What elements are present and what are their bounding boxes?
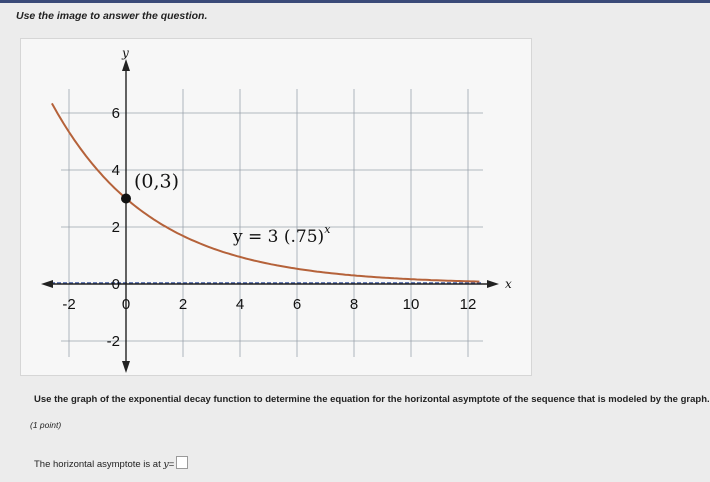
x-axis-arrow-right: [487, 280, 499, 288]
x-tick-label: 10: [402, 296, 420, 313]
point-0-3: [121, 194, 131, 204]
graph-svg: [21, 39, 531, 375]
equation-label: [232, 223, 331, 247]
y-tick-label: 4: [111, 162, 120, 179]
answer-prompt: The horizontal asymptote is at: [34, 459, 161, 470]
x-tick-label: 8: [349, 296, 359, 313]
x-tick-label: 12: [459, 296, 477, 313]
graph-figure: [20, 38, 532, 376]
answer-equals: =: [168, 459, 175, 470]
x-tick-label: -2: [62, 296, 76, 313]
y-axis-arrow-down: [122, 361, 130, 373]
x-tick-label: 4: [235, 296, 245, 313]
y-tick-label: 0: [111, 276, 120, 293]
equation-base: y = 3 (.75): [233, 227, 325, 247]
y-tick-labels: [107, 105, 120, 350]
x-tick-labels: [62, 296, 476, 313]
y-axis-label: y: [122, 46, 129, 60]
answer-line: [34, 456, 188, 470]
prompt-text: Use the image to answer the question.: [16, 10, 208, 22]
question-text: Use the graph of the exponential decay function to determine the equation for the horizontal asymptote of the sequence that is modeled by the graph.: [34, 394, 710, 405]
answer-input-box[interactable]: [176, 456, 188, 469]
y-tick-label: -2: [106, 333, 120, 350]
top-rule: [0, 0, 710, 3]
equation-exponent: x: [324, 223, 331, 236]
x-axis-arrow-left: [41, 280, 53, 288]
y-tick-label: 2: [111, 219, 120, 236]
point-label: (0,3): [134, 170, 180, 193]
grid-lines: [61, 89, 483, 357]
x-tick-label: 2: [178, 296, 188, 313]
x-axis-label: x: [505, 277, 512, 291]
answer-variable: y: [163, 459, 169, 470]
y-axis-arrow-up: [122, 59, 130, 71]
points-label: (1 point): [30, 420, 62, 430]
decay-curve: [52, 103, 480, 281]
x-tick-label: 0: [121, 296, 131, 313]
x-tick-label: 6: [292, 296, 302, 313]
y-tick-label: 6: [111, 105, 120, 122]
